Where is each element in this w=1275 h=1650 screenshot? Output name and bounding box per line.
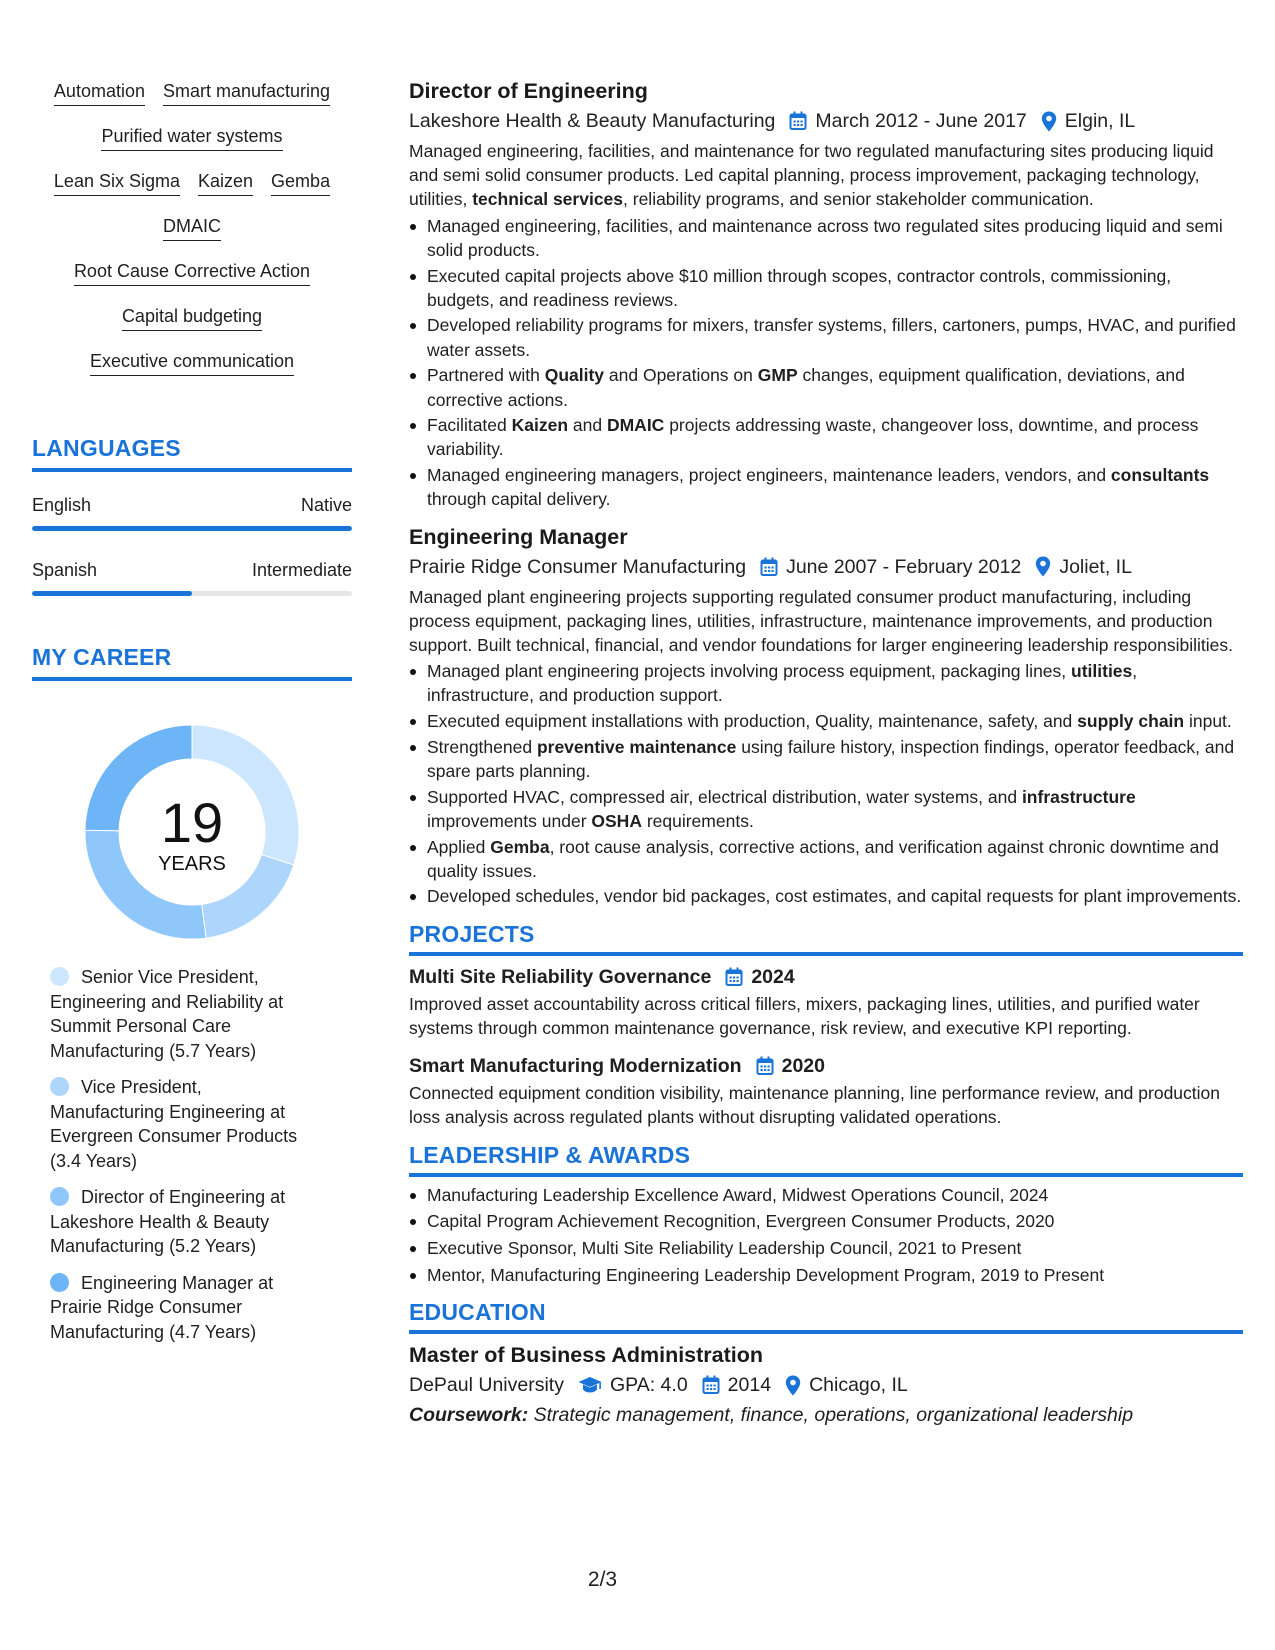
- skill-tag: Kaizen: [198, 170, 253, 196]
- job-bullet: Partnered with Quality and Operations on GMP changes, equipment qualification, deviations, and corrective actions.: [409, 363, 1243, 411]
- awards-heading: LEADERSHIP & AWARDS: [409, 1142, 1243, 1177]
- skill-tag: Lean Six Sigma: [54, 170, 180, 196]
- job-bullets: [409, 214, 1243, 512]
- language-level: Intermediate: [251, 560, 352, 580]
- languages-heading: LANGUAGES: [32, 435, 352, 472]
- career-donut-chart: [78, 718, 306, 946]
- left-column: [32, 80, 352, 1342]
- job-entry: [409, 522, 1243, 909]
- projects-heading: PROJECTS: [409, 921, 1243, 956]
- legend-dot-icon: [50, 967, 69, 986]
- job-bullet: Managed engineering, facilities, and maintenance across two regulated sites producing liquid and semi solid products.: [409, 214, 1243, 262]
- job-title: Engineering Manager: [409, 524, 628, 549]
- skill-row: [32, 350, 352, 395]
- coursework: [409, 1400, 1243, 1430]
- job-title: Director of Engineering: [409, 79, 648, 103]
- project-entry: [409, 1051, 1243, 1130]
- language-item: [32, 559, 352, 596]
- job-bullet: Executed equipment installations with production, Quality, maintenance, safety, and supply chain input.: [409, 709, 1243, 733]
- calendar-icon: [702, 1375, 720, 1395]
- location-pin-icon: [785, 1375, 801, 1396]
- calendar-icon: [725, 967, 743, 987]
- career-years-label: YEARS: [158, 853, 226, 875]
- project-description: Connected equipment condition visibility, maintenance planning, line performance review, and production loss analysis across regulated plants without disrupting validated operations.: [409, 1082, 1220, 1128]
- job-bullet: Facilitated Kaizen and DMAIC projects addressing waste, changeover loss, downtime, and process variability.: [409, 413, 1243, 461]
- location-pin-icon: [1035, 556, 1051, 577]
- job-bullet: Strengthened preventive maintenance using failure history, inspection findings, operator feedback, and spare parts planning.: [409, 735, 1243, 783]
- calendar-icon: [760, 557, 778, 577]
- language-name: Spanish: [32, 560, 98, 580]
- career-total-years: 19: [160, 791, 224, 854]
- school-location: Chicago, IL: [809, 1374, 908, 1397]
- project-name: Multi Site Reliability Governance: [409, 965, 712, 988]
- job-entry: [409, 76, 1243, 512]
- language-level-fill: [32, 591, 192, 596]
- legend-dot-icon: [50, 1077, 69, 1096]
- coursework-label: Coursework:: [409, 1404, 529, 1427]
- award-item: Executive Sponsor, Multi Site Reliability Leadership Council, 2021 to Present: [409, 1236, 1243, 1260]
- project-description: Improved asset accountability across critical fillers, mixers, packaging lines, utilities, and purified water systems through common maintenance governance, risk review, and executive KPI reporting.: [409, 993, 1200, 1039]
- skill-row: [32, 215, 352, 260]
- skills-list: [32, 80, 352, 395]
- skill-tag: Capital budgeting: [122, 305, 262, 331]
- calendar-icon: [756, 1056, 774, 1076]
- career-legend: [50, 965, 320, 1356]
- skill-tag: Automation: [54, 80, 145, 106]
- skill-tag: Executive communication: [90, 350, 294, 376]
- skill-tag: Root Cause Corrective Action: [74, 260, 310, 286]
- award-item: Capital Program Achievement Recognition, Evergreen Consumer Products, 2020: [409, 1209, 1243, 1233]
- career-legend-item: [50, 965, 320, 1063]
- project-title-line: [409, 1051, 1243, 1081]
- company-name: Prairie Ridge Consumer Manufacturing: [409, 555, 747, 578]
- job-dates: June 2007 - February 2012: [786, 555, 1022, 578]
- skill-row: [32, 260, 352, 305]
- awards-list: [409, 1183, 1243, 1288]
- job-location: Elgin, IL: [1064, 110, 1136, 132]
- gpa: GPA: 4.0: [609, 1374, 688, 1397]
- award-item: Manufacturing Leadership Excellence Award, Midwest Operations Council, 2024: [409, 1183, 1243, 1207]
- skill-row: [32, 80, 352, 125]
- career-section: [32, 644, 352, 681]
- skill-tag: DMAIC: [163, 215, 221, 241]
- job-meta: [409, 552, 1243, 582]
- project-name: Smart Manufacturing Modernization: [409, 1054, 742, 1077]
- school-name: DePaul University: [409, 1374, 564, 1397]
- career-legend-label: Vice President, Manufacturing Engineering at Evergreen Consumer Products (3.4 Years): [50, 1077, 298, 1171]
- career-legend-label: Engineering Manager at Prairie Ridge Consumer Manufacturing (4.7 Years): [50, 1272, 274, 1342]
- language-item: [32, 494, 352, 531]
- graduation-year: 2014: [727, 1374, 772, 1397]
- project-year: 2024: [751, 965, 795, 988]
- job-bullet: Developed schedules, vendor bid packages, cost estimates, and capital requests for plant improvements.: [409, 884, 1243, 908]
- languages-section: [32, 435, 352, 596]
- legend-dot-icon: [50, 1273, 69, 1292]
- page-number: 2/3: [587, 1568, 618, 1591]
- skill-row: [32, 125, 352, 170]
- job-location: Joliet, IL: [1059, 555, 1132, 578]
- language-level: Native: [300, 495, 352, 515]
- language-level-fill: [32, 526, 352, 531]
- right-column: [409, 76, 1243, 1430]
- job-dates: March 2012 - June 2017: [815, 110, 1027, 132]
- education-meta: [409, 1370, 1243, 1400]
- location-pin-icon: [1041, 111, 1057, 132]
- calendar-icon: [789, 111, 807, 131]
- skill-tag: Purified water systems: [101, 125, 282, 151]
- project-title-line: [409, 962, 1243, 992]
- career-legend-label: Senior Vice President, Engineering and Reliability at Summit Personal Care Manufacturing (5.7 Years): [50, 967, 284, 1061]
- language-level-bar: [32, 591, 352, 596]
- job-bullet: Managed engineering managers, project engineers, maintenance leaders, vendors, and consultants through capital delivery.: [409, 463, 1243, 511]
- skill-tag: Smart manufacturing: [163, 80, 330, 106]
- job-bullet: Executed capital projects above $10 million through scopes, contractor controls, commissioning, budgets, and readiness reviews.: [409, 264, 1243, 312]
- career-legend-item: [50, 1075, 320, 1173]
- award-item: Mentor, Manufacturing Engineering Leadership Development Program, 2019 to Present: [409, 1263, 1243, 1287]
- job-bullet: Developed reliability programs for mixers, transfer systems, fillers, cartoners, pumps, HVAC, and purified water assets.: [409, 313, 1243, 361]
- project-year: 2020: [781, 1054, 825, 1077]
- job-bullet: Applied Gemba, root cause analysis, corrective actions, and verification against chronic downtime and quality issues.: [409, 835, 1243, 883]
- legend-dot-icon: [50, 1187, 69, 1206]
- company-name: Lakeshore Health & Beauty Manufacturing: [409, 110, 776, 132]
- job-bullets: [409, 659, 1243, 909]
- career-donut: [32, 718, 352, 946]
- skill-tag: Gemba: [271, 170, 330, 196]
- graduation-cap-icon: [578, 1376, 602, 1394]
- job-summary: Managed plant engineering projects supporting regulated consumer product manufacturing, including process equipment, packaging lines, utilities, infrastructure, maintenance improvements, and production support. Built technical, financial, and vendor foundations for larger engineering leadership responsibilities.: [409, 586, 1233, 655]
- skill-row: [32, 170, 352, 215]
- job-summary: Managed engineering, facilities, and maintenance for two regulated manufacturing sites producing liquid and semi solid consumer products. Led capital planning, process improvement, packaging technology, utilities, technical services, reliability programs, and senior stakeholder communication.: [409, 141, 1214, 210]
- language-level-bar: [32, 526, 352, 531]
- job-bullet: Managed plant engineering projects involving process equipment, packaging lines, utilities, infrastructure, and production support.: [409, 659, 1243, 707]
- job-bullet: Supported HVAC, compressed air, electrical distribution, water systems, and infrastructure improvements under OSHA requirements.: [409, 785, 1243, 833]
- degree-title: Master of Business Administration: [409, 1343, 764, 1368]
- education-heading: EDUCATION: [409, 1299, 1243, 1334]
- job-meta: [409, 106, 1243, 136]
- skill-row: [32, 305, 352, 350]
- career-heading: MY CAREER: [32, 644, 352, 681]
- career-legend-item: [50, 1185, 320, 1259]
- career-legend-item: [50, 1271, 320, 1345]
- coursework-text: Strategic management, finance, operations, organizational leadership: [533, 1404, 1134, 1427]
- career-legend-label: Director of Engineering at Lakeshore Health & Beauty Manufacturing (5.2 Years): [50, 1187, 286, 1256]
- language-name: English: [32, 495, 92, 515]
- project-entry: [409, 962, 1243, 1041]
